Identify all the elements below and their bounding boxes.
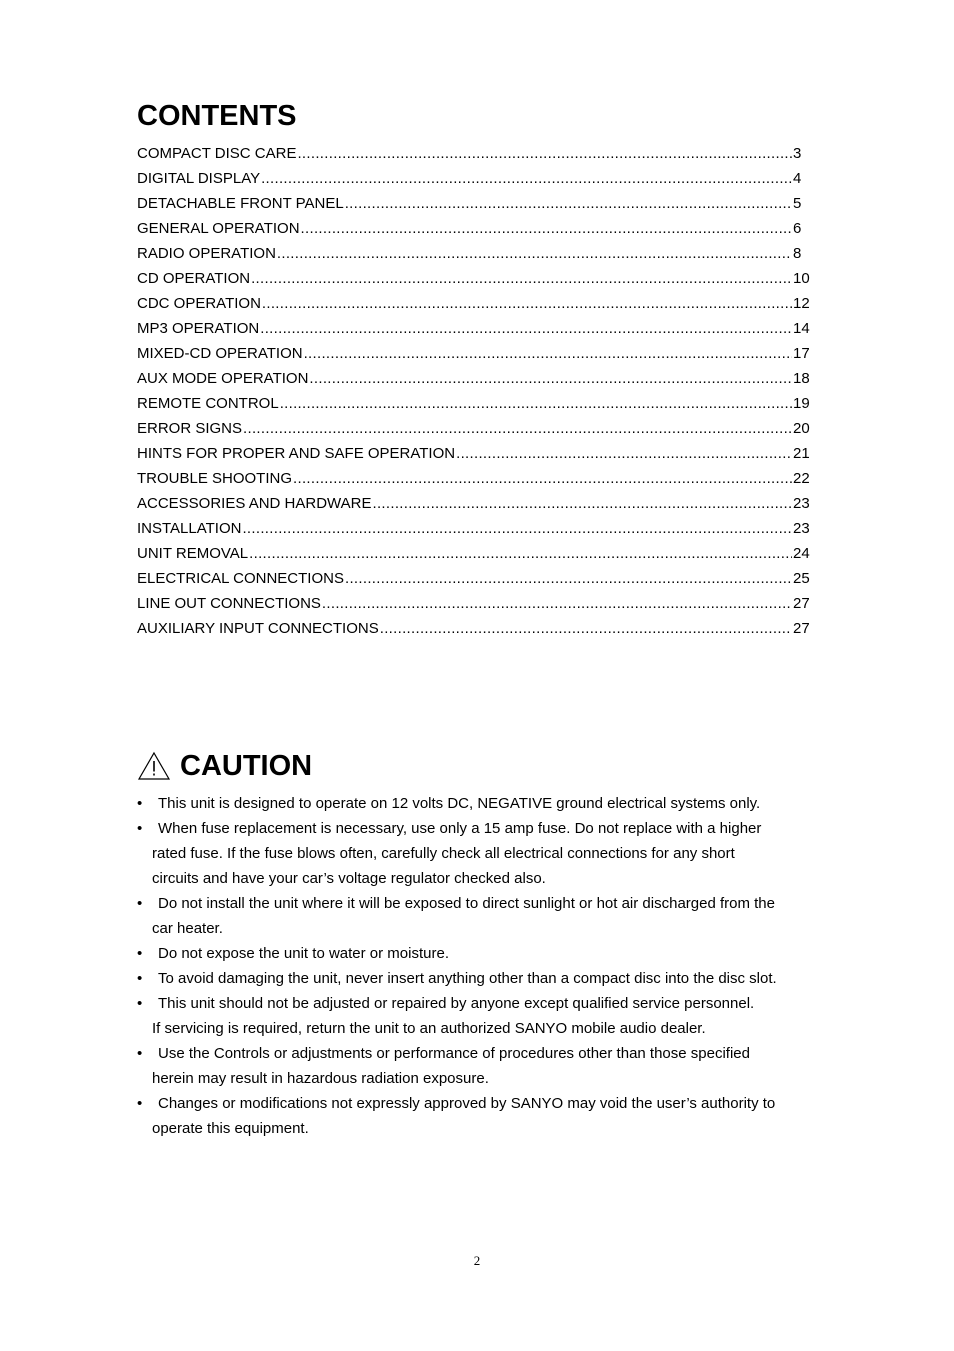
toc-entry-label: REMOTE CONTROL [137, 395, 279, 412]
toc-dot-leader [297, 141, 792, 166]
toc-entry-page: 23 [793, 520, 810, 537]
caution-text-line: When fuse replacement is necessary, use only a 15 amp fuse. Do not replace with a higher [158, 820, 762, 837]
toc-dot-leader [251, 266, 792, 291]
bullet-icon: • [137, 945, 143, 962]
caution-text-line: circuits and have your car’s voltage regulator checked also. [152, 870, 546, 887]
caution-item [137, 991, 827, 1041]
caution-text-line: rated fuse. If the fuse blows often, carefully check all electrical connections for any short [152, 845, 735, 862]
toc-entry-label: AUX MODE OPERATION [137, 370, 309, 387]
toc-entry [137, 316, 813, 341]
toc-entry-label: UNIT REMOVAL [137, 545, 249, 562]
toc-dot-leader [345, 566, 792, 591]
caution-list [137, 791, 827, 1141]
table-of-contents [137, 141, 813, 641]
bullet-icon: • [137, 795, 143, 812]
toc-entry-page: 20 [793, 420, 810, 437]
toc-entry-label: COMPACT DISC CARE [137, 145, 297, 162]
toc-entry-page: 22 [793, 470, 810, 487]
toc-entry-label: RADIO OPERATION [137, 245, 276, 262]
toc-entry-label: GENERAL OPERATION [137, 220, 300, 237]
toc-entry-page: 27 [793, 620, 810, 637]
toc-entry-page: 10 [793, 270, 810, 287]
toc-entry-label: CD OPERATION [137, 270, 251, 287]
toc-dot-leader [301, 216, 792, 241]
toc-entry [137, 516, 813, 541]
caution-item [137, 966, 827, 991]
toc-entry [137, 266, 813, 291]
toc-dot-leader [380, 616, 792, 641]
toc-entry-page: 18 [793, 370, 810, 387]
contents-title: CONTENTS [137, 100, 297, 132]
toc-entry [137, 291, 813, 316]
bullet-icon: • [137, 970, 143, 987]
toc-dot-leader [261, 166, 792, 191]
toc-entry-page: 21 [793, 445, 810, 462]
toc-entry-label: DETACHABLE FRONT PANEL [137, 195, 344, 212]
toc-entry-page: 24 [793, 545, 810, 562]
caution-text-line: This unit should not be adjusted or repaired by anyone except qualified service personnel. [158, 995, 755, 1012]
toc-entry-label: TROUBLE SHOOTING [137, 470, 293, 487]
caution-text-line: If servicing is required, return the unit to an authorized SANYO mobile audio dealer. [152, 1020, 706, 1037]
toc-entry-page: 14 [793, 320, 810, 337]
toc-entry-label: CDC OPERATION [137, 295, 261, 312]
toc-entry-label: LINE OUT CONNECTIONS [137, 595, 321, 612]
caution-text-line: operate this equipment. [152, 1120, 309, 1137]
toc-dot-leader [373, 491, 793, 516]
toc-entry-page: 17 [793, 345, 810, 362]
toc-entry-label: INSTALLATION [137, 520, 242, 537]
toc-dot-leader [262, 291, 792, 316]
toc-entry [137, 191, 813, 216]
toc-entry [137, 341, 813, 366]
bullet-icon: • [137, 820, 143, 837]
toc-entry [137, 216, 813, 241]
toc-entry-label: AUXILIARY INPUT CONNECTIONS [137, 620, 379, 637]
warning-triangle-icon [137, 751, 171, 781]
caution-text-line: To avoid damaging the unit, never insert anything other than a compact disc into the disc slot. [158, 970, 777, 987]
caution-text-line: herein may result in hazardous radiation exposure. [152, 1070, 489, 1087]
caution-text-line: Changes or modifications not expressly approved by SANYO may void the user’s authority to [158, 1095, 776, 1112]
caution-title: CAUTION [180, 750, 313, 782]
toc-entry [137, 566, 813, 591]
toc-dot-leader [242, 516, 792, 541]
toc-dot-leader [322, 591, 792, 616]
caution-text-line: Do not install the unit where it will be exposed to direct sunlight or hot air discharged from the [158, 895, 775, 912]
caution-item [137, 891, 827, 941]
toc-entry-page: 25 [793, 570, 810, 587]
bullet-icon: • [137, 995, 143, 1012]
toc-entry [137, 591, 813, 616]
toc-entry-label: HINTS FOR PROPER AND SAFE OPERATION [137, 445, 456, 462]
caution-heading [137, 746, 312, 786]
toc-dot-leader [345, 191, 792, 216]
caution-text-line: car heater. [152, 920, 223, 937]
toc-entry [137, 491, 813, 516]
toc-entry-label: DIGITAL DISPLAY [137, 170, 261, 187]
toc-entry-page: 23 [793, 495, 810, 512]
toc-entry-page: 12 [793, 295, 810, 312]
toc-entry-page: 5 [793, 195, 802, 212]
toc-entry [137, 541, 813, 566]
page-number: 2 [473, 1253, 481, 1268]
toc-dot-leader [260, 316, 792, 341]
toc-entry-label: ERROR SIGNS [137, 420, 243, 437]
caution-text-line: Use the Controls or adjustments or performance of procedures other than those specified [158, 1045, 750, 1062]
toc-dot-leader [456, 441, 792, 466]
toc-entry-label: ELECTRICAL CONNECTIONS [137, 570, 344, 587]
toc-entry [137, 391, 813, 416]
toc-entry [137, 366, 813, 391]
toc-entry [137, 416, 813, 441]
toc-dot-leader [277, 241, 792, 266]
toc-entry-page: 27 [793, 595, 810, 612]
caution-item [137, 941, 827, 966]
caution-item [137, 1041, 827, 1091]
caution-text-line: Do not expose the unit to water or moisture. [158, 945, 449, 962]
toc-dot-leader [304, 341, 792, 366]
toc-entry-label: ACCESSORIES AND HARDWARE [137, 495, 372, 512]
toc-dot-leader [309, 366, 792, 391]
caution-text-line: This unit is designed to operate on 12 volts DC, NEGATIVE ground electrical systems only. [158, 795, 761, 812]
toc-entry-page: 4 [793, 170, 802, 187]
toc-entry-page: 8 [793, 245, 802, 262]
toc-dot-leader [293, 466, 792, 491]
toc-dot-leader [249, 541, 792, 566]
caution-item [137, 791, 827, 816]
toc-entry-page: 3 [793, 145, 802, 162]
bullet-icon: • [137, 895, 143, 912]
caution-item [137, 816, 827, 891]
toc-dot-leader [280, 391, 792, 416]
toc-entry-page: 6 [793, 220, 802, 237]
toc-entry [137, 466, 813, 491]
toc-entry [137, 241, 813, 266]
bullet-icon: • [137, 1095, 143, 1112]
toc-entry-label: MIXED-CD OPERATION [137, 345, 303, 362]
toc-dot-leader [243, 416, 792, 441]
toc-entry [137, 166, 813, 191]
toc-entry-page: 19 [793, 395, 810, 412]
toc-entry-label: MP3 OPERATION [137, 320, 260, 337]
toc-entry [137, 441, 813, 466]
toc-entry [137, 616, 813, 641]
toc-entry [137, 141, 813, 166]
bullet-icon: • [137, 1045, 143, 1062]
caution-item [137, 1091, 827, 1141]
